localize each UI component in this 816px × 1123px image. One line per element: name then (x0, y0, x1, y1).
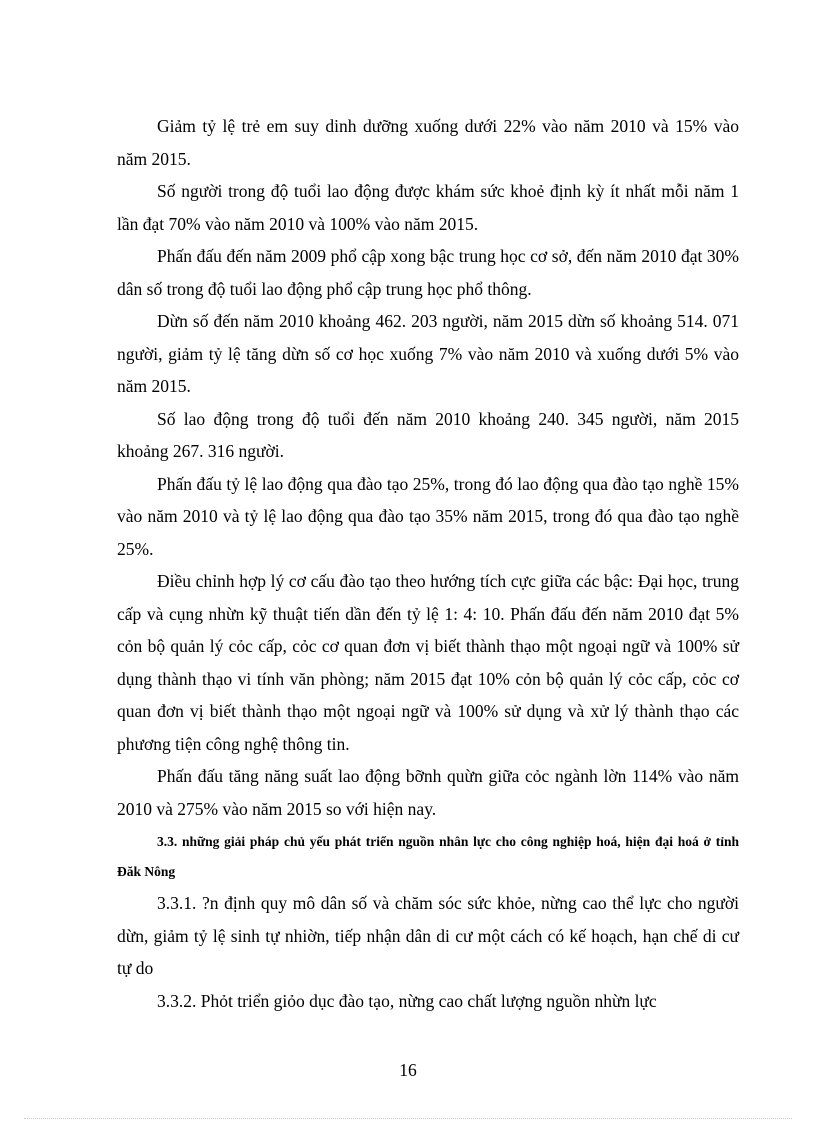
section-heading: 3.3. những giải pháp chủ yếu phát triển nguồn nhân lực cho công nghiệp hoá, hiện đại hoá ở tỉnh Đăk Nông (117, 834, 739, 879)
paragraph-malnutrition: Giảm tỷ lệ trẻ em suy dinh dưỡng xuống dưới 22% vào năm 2010 và 15% vào năm 2015. (117, 116, 739, 169)
paragraph-labor-force: Số lao động trong độ tuổi đến năm 2010 khoảng 240. 345 người, năm 2015 khoảng 267. 316 người. (117, 408, 739, 461)
paragraph-productivity: Phấn đấu tăng năng suất lao động bỡnh quừn giữa cỏc ngành lờn 114% vào năm 2010 và 275% vào năm 2015 so với hiện nay. (117, 766, 739, 819)
paragraph-education-universal: Phấn đấu đến năm 2009 phổ cập xong bậc trung học cơ sở, đến năm 2010 đạt 30% dân số trong độ tuổi lao động phổ cập trung học phổ thông. (117, 246, 739, 299)
subsection-3-3-1: 3.3.1. ?n định quy mô dân số và chăm sóc sức khỏe, nừng cao thể lực cho người dừn, giảm tỷ lệ sinh tự nhiờn, tiếp nhận dân di cư một cách có kế hoạch, hạn chế di cư tự do (117, 893, 739, 978)
subsection-3-3-2: 3.3.2. Phỏt triển giỏo dục đào tạo, nừng cao chất lượng nguồn nhừn lực (157, 990, 657, 1011)
paragraph-trained-labor: Phấn đấu tỷ lệ lao động qua đào tạo 25%, trong đó lao động qua đào tạo nghề 15% vào năm 2010 và tỷ lệ lao động qua đào tạo 35% năm 2015, trong đó qua đào tạo nghề 25%. (117, 473, 739, 559)
paragraph-population: Dừn số đến năm 2010 khoảng 462. 203 người, năm 2015 dừn số khoảng 514. 071 người, giảm tỷ lệ tăng dừn số cơ học xuống 7% vào năm 2010 và xuống dưới 5% vào năm 2015. (117, 311, 739, 396)
document-body (117, 110, 739, 1017)
paragraph-health-checkup: Số người trong độ tuổi lao động được khám sức khoẻ định kỳ ít nhất mỗi năm 1 lần đạt 70% vào năm 2010 và 100% vào năm 2015. (117, 181, 739, 234)
footer-divider (24, 1118, 792, 1119)
paragraph-training-structure: Điều chỉnh hợp lý cơ cấu đào tạo theo hướng tích cực giữa các bậc: Đại học, trung cấp và cụng nhừn kỹ thuật tiến dần đến tỷ lệ 1: 4: 10. Phấn đấu đến năm 2010 đạt 5% cỏn bộ quản lý cỏc cấp, cỏc cơ quan đơn vị biết thành thạo một ngoại ngữ và 100% sử dụng thành thạo vi tính văn phòng; năm 2015 đạt 10% cỏn bộ quản lý cỏc cấp, cỏc cơ quan đơn vị biết thành thạo một ngoại ngữ và 100% sử dụng và xử lý thành thạo các phương tiện công nghệ thông tin. (117, 571, 739, 754)
page-number: 16 (399, 1060, 417, 1080)
